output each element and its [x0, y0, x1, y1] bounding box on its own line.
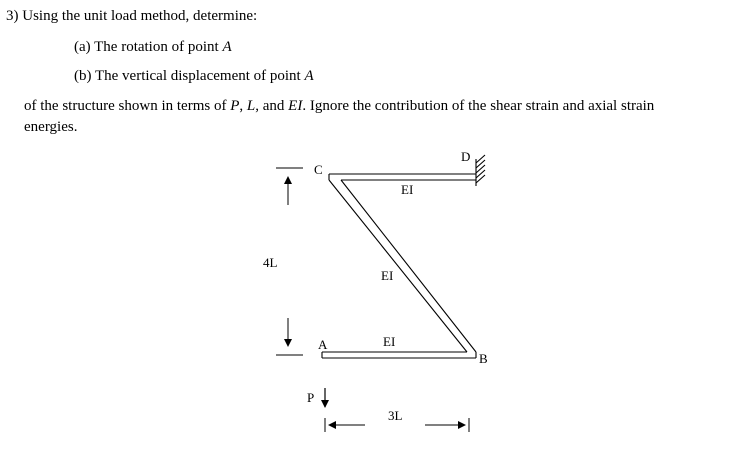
variable-p: P — [230, 98, 240, 114]
label-load-p: P — [307, 390, 315, 405]
label-dimension-height: 4L — [263, 255, 278, 270]
statement-sep-1: , — [239, 98, 247, 114]
part-b-prefix: (b) The vertical displacement of point — [74, 68, 301, 84]
statement-sep-2: , and — [255, 98, 289, 114]
bottom-member — [322, 352, 476, 358]
variable-l: L — [246, 98, 256, 114]
statement-text-a: of the structure shown in terms of — [24, 98, 231, 114]
top-member — [329, 174, 476, 180]
fixed-support-d — [476, 155, 485, 186]
label-ei-diagonal: EI — [381, 268, 394, 283]
part-a-point: A — [222, 39, 232, 55]
label-ei-bottom: EI — [383, 334, 396, 349]
label-point-b: B — [479, 351, 488, 366]
label-point-d: D — [461, 149, 471, 164]
diagonal-member — [329, 180, 476, 352]
statement-text-b: . Ignore the contribution of the shear strain and axial strain — [302, 98, 655, 114]
label-point-a: A — [318, 337, 328, 352]
question-title: 3) Using the unit load method, determine: — [6, 8, 258, 24]
label-point-c: C — [314, 162, 323, 177]
part-a-prefix: (a) The rotation of point — [74, 39, 219, 55]
part-b-point: A — [304, 68, 314, 84]
dimension-height — [276, 168, 303, 355]
statement-line-2: energies. — [24, 119, 78, 135]
label-dimension-width: 3L — [388, 408, 403, 423]
label-ei-top: EI — [401, 182, 414, 197]
variable-ei: EI — [288, 98, 303, 114]
